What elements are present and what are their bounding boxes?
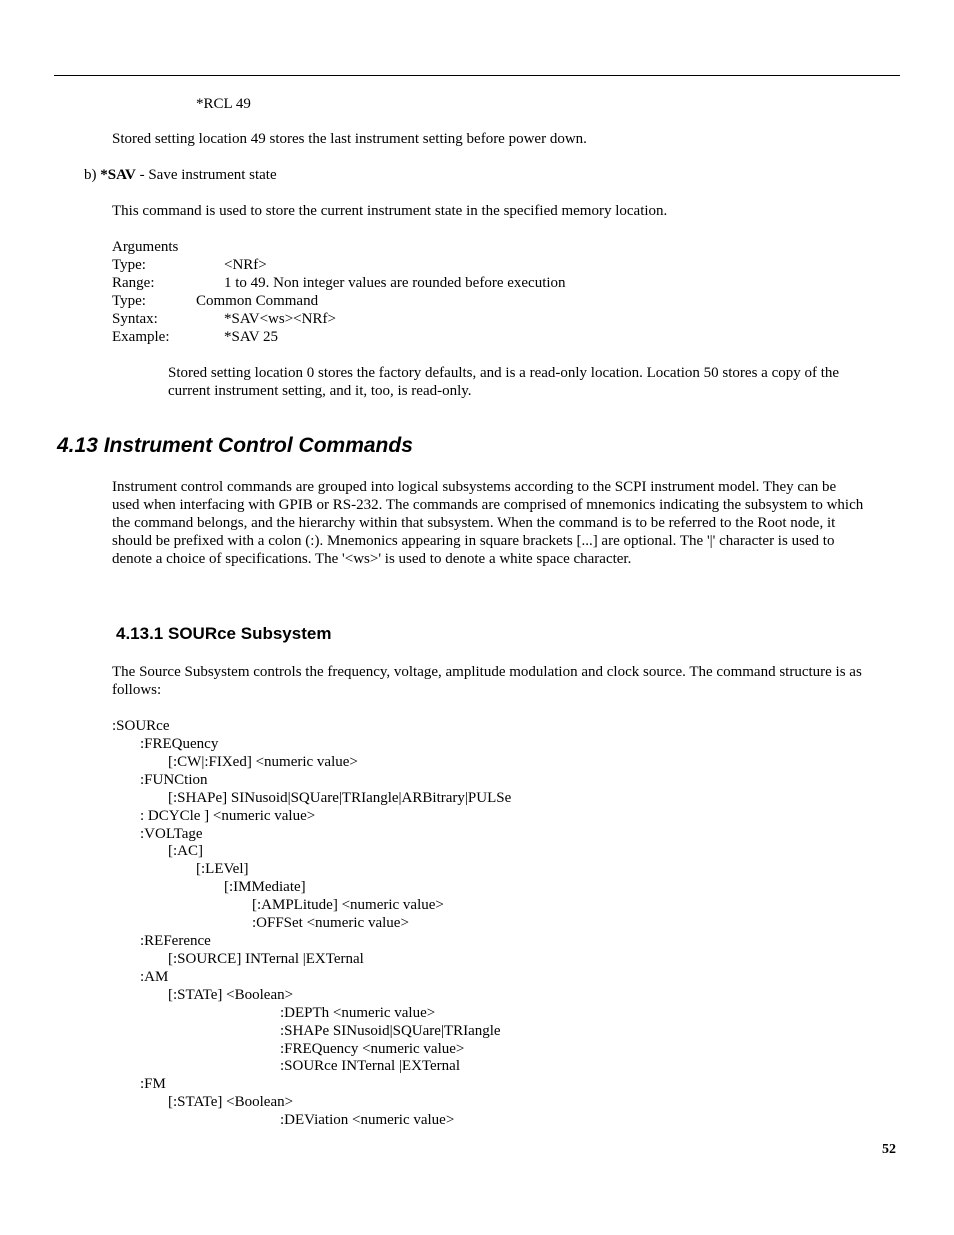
arg-label-range: Range: xyxy=(112,275,155,291)
tree-node: [:STATe] <Boolean> xyxy=(168,987,294,1003)
tree-node: :FREQuency xyxy=(140,736,219,752)
section-heading: 4.13 Instrument Control Commands xyxy=(57,434,413,457)
page-number: 52 xyxy=(882,1142,896,1157)
sav-note-line-2: current instrument setting, and it, too, is read-only. xyxy=(168,383,472,399)
tree-node: :OFFSet <numeric value> xyxy=(252,915,409,931)
tree-node: [:STATe] <Boolean> xyxy=(168,1094,294,1110)
arg-value-cmd-type: Common Command xyxy=(196,293,319,309)
tree-node: [:AMPLitude] <numeric value> xyxy=(252,897,444,913)
tree-node: [:SHAPe] SINusoid|SQUare|TRIangle|ARBitrary|PULSe xyxy=(168,790,512,806)
arg-value-syntax: *SAV<ws><NRf> xyxy=(224,311,336,327)
tree-node: :DEPTh <numeric value> xyxy=(280,1005,436,1021)
tree-node: [:SOURCE] INTernal |EXTernal xyxy=(168,951,364,967)
section-para-line-3: the command belongs, and the hierarchy within that subsystem. When the command is to be referred to the Root node, it xyxy=(112,515,836,531)
tree-node: :DEViation <numeric value> xyxy=(280,1112,455,1128)
section-para-line-4: should be prefixed with a colon (:). Mnemonics appearing in square brackets [...] are optional. The '|' character is used to xyxy=(112,533,835,549)
subsection-heading: 4.13.1 SOURce Subsystem xyxy=(116,624,332,643)
subsection-para-line-2: follows: xyxy=(112,682,162,698)
tree-node: :AM xyxy=(140,969,169,985)
sav-description: This command is used to store the current instrument state in the specified memory location. xyxy=(112,203,668,219)
section-para-line-1: Instrument control commands are grouped into logical subsystems according to the SCPI instrument model. They can be xyxy=(112,479,837,495)
header-rule xyxy=(54,75,900,76)
tree-node: :REFerence xyxy=(140,933,211,949)
tree-node: [:IMMediate] xyxy=(224,879,306,895)
tree-node: :SHAPe SINusoid|SQUare|TRIangle xyxy=(280,1023,501,1039)
tree-node: :FM xyxy=(140,1076,166,1092)
arg-label-type: Type: xyxy=(112,257,146,273)
tree-node: [:LEVel] xyxy=(196,861,249,877)
tree-node: [:CW|:FIXed] <numeric value> xyxy=(168,754,358,770)
tree-node: : DCYCle ] <numeric value> xyxy=(140,808,316,824)
sav-prefix: b) xyxy=(84,167,101,183)
rcl-note: Stored setting location 49 stores the last instrument setting before power down. xyxy=(112,131,587,147)
tree-node: :SOURce xyxy=(112,718,170,734)
sav-command: *SAV xyxy=(100,167,136,183)
arg-label-cmd-type: Type: xyxy=(112,293,146,309)
tree-node: :VOLTage xyxy=(140,826,203,842)
sav-title-rest: - Save instrument state xyxy=(135,167,277,183)
arg-value-type: <NRf> xyxy=(224,257,267,273)
arguments-label: Arguments xyxy=(112,239,179,255)
tree-node: :SOURce INTernal |EXTernal xyxy=(280,1058,461,1074)
tree-node: [:AC] xyxy=(168,843,203,859)
arg-label-example: Example: xyxy=(112,329,170,345)
arg-label-syntax: Syntax: xyxy=(112,311,158,327)
tree-node: :FUNCtion xyxy=(140,772,208,788)
section-para-line-5: denote a choice of specifications. The '<ws>' is used to denote a white space character. xyxy=(112,551,632,567)
rcl-example: *RCL 49 xyxy=(196,96,251,112)
sav-note-line-1: Stored setting location 0 stores the factory defaults, and is a read-only location. Location 50 stores a copy of the xyxy=(168,365,840,381)
section-para-line-2: used when interfacing with GPIB or RS-232. The commands are comprised of mnemonics indicating the subsystem to which xyxy=(112,497,864,513)
sav-title xyxy=(84,166,277,184)
tree-node: :FREQuency <numeric value> xyxy=(280,1041,465,1057)
subsection-para-line-1: The Source Subsystem controls the frequency, voltage, amplitude modulation and clock source. The command structure is as xyxy=(112,664,862,680)
arg-value-example: *SAV 25 xyxy=(224,329,279,345)
arg-value-range: 1 to 49. Non integer values are rounded before execution xyxy=(224,275,566,291)
